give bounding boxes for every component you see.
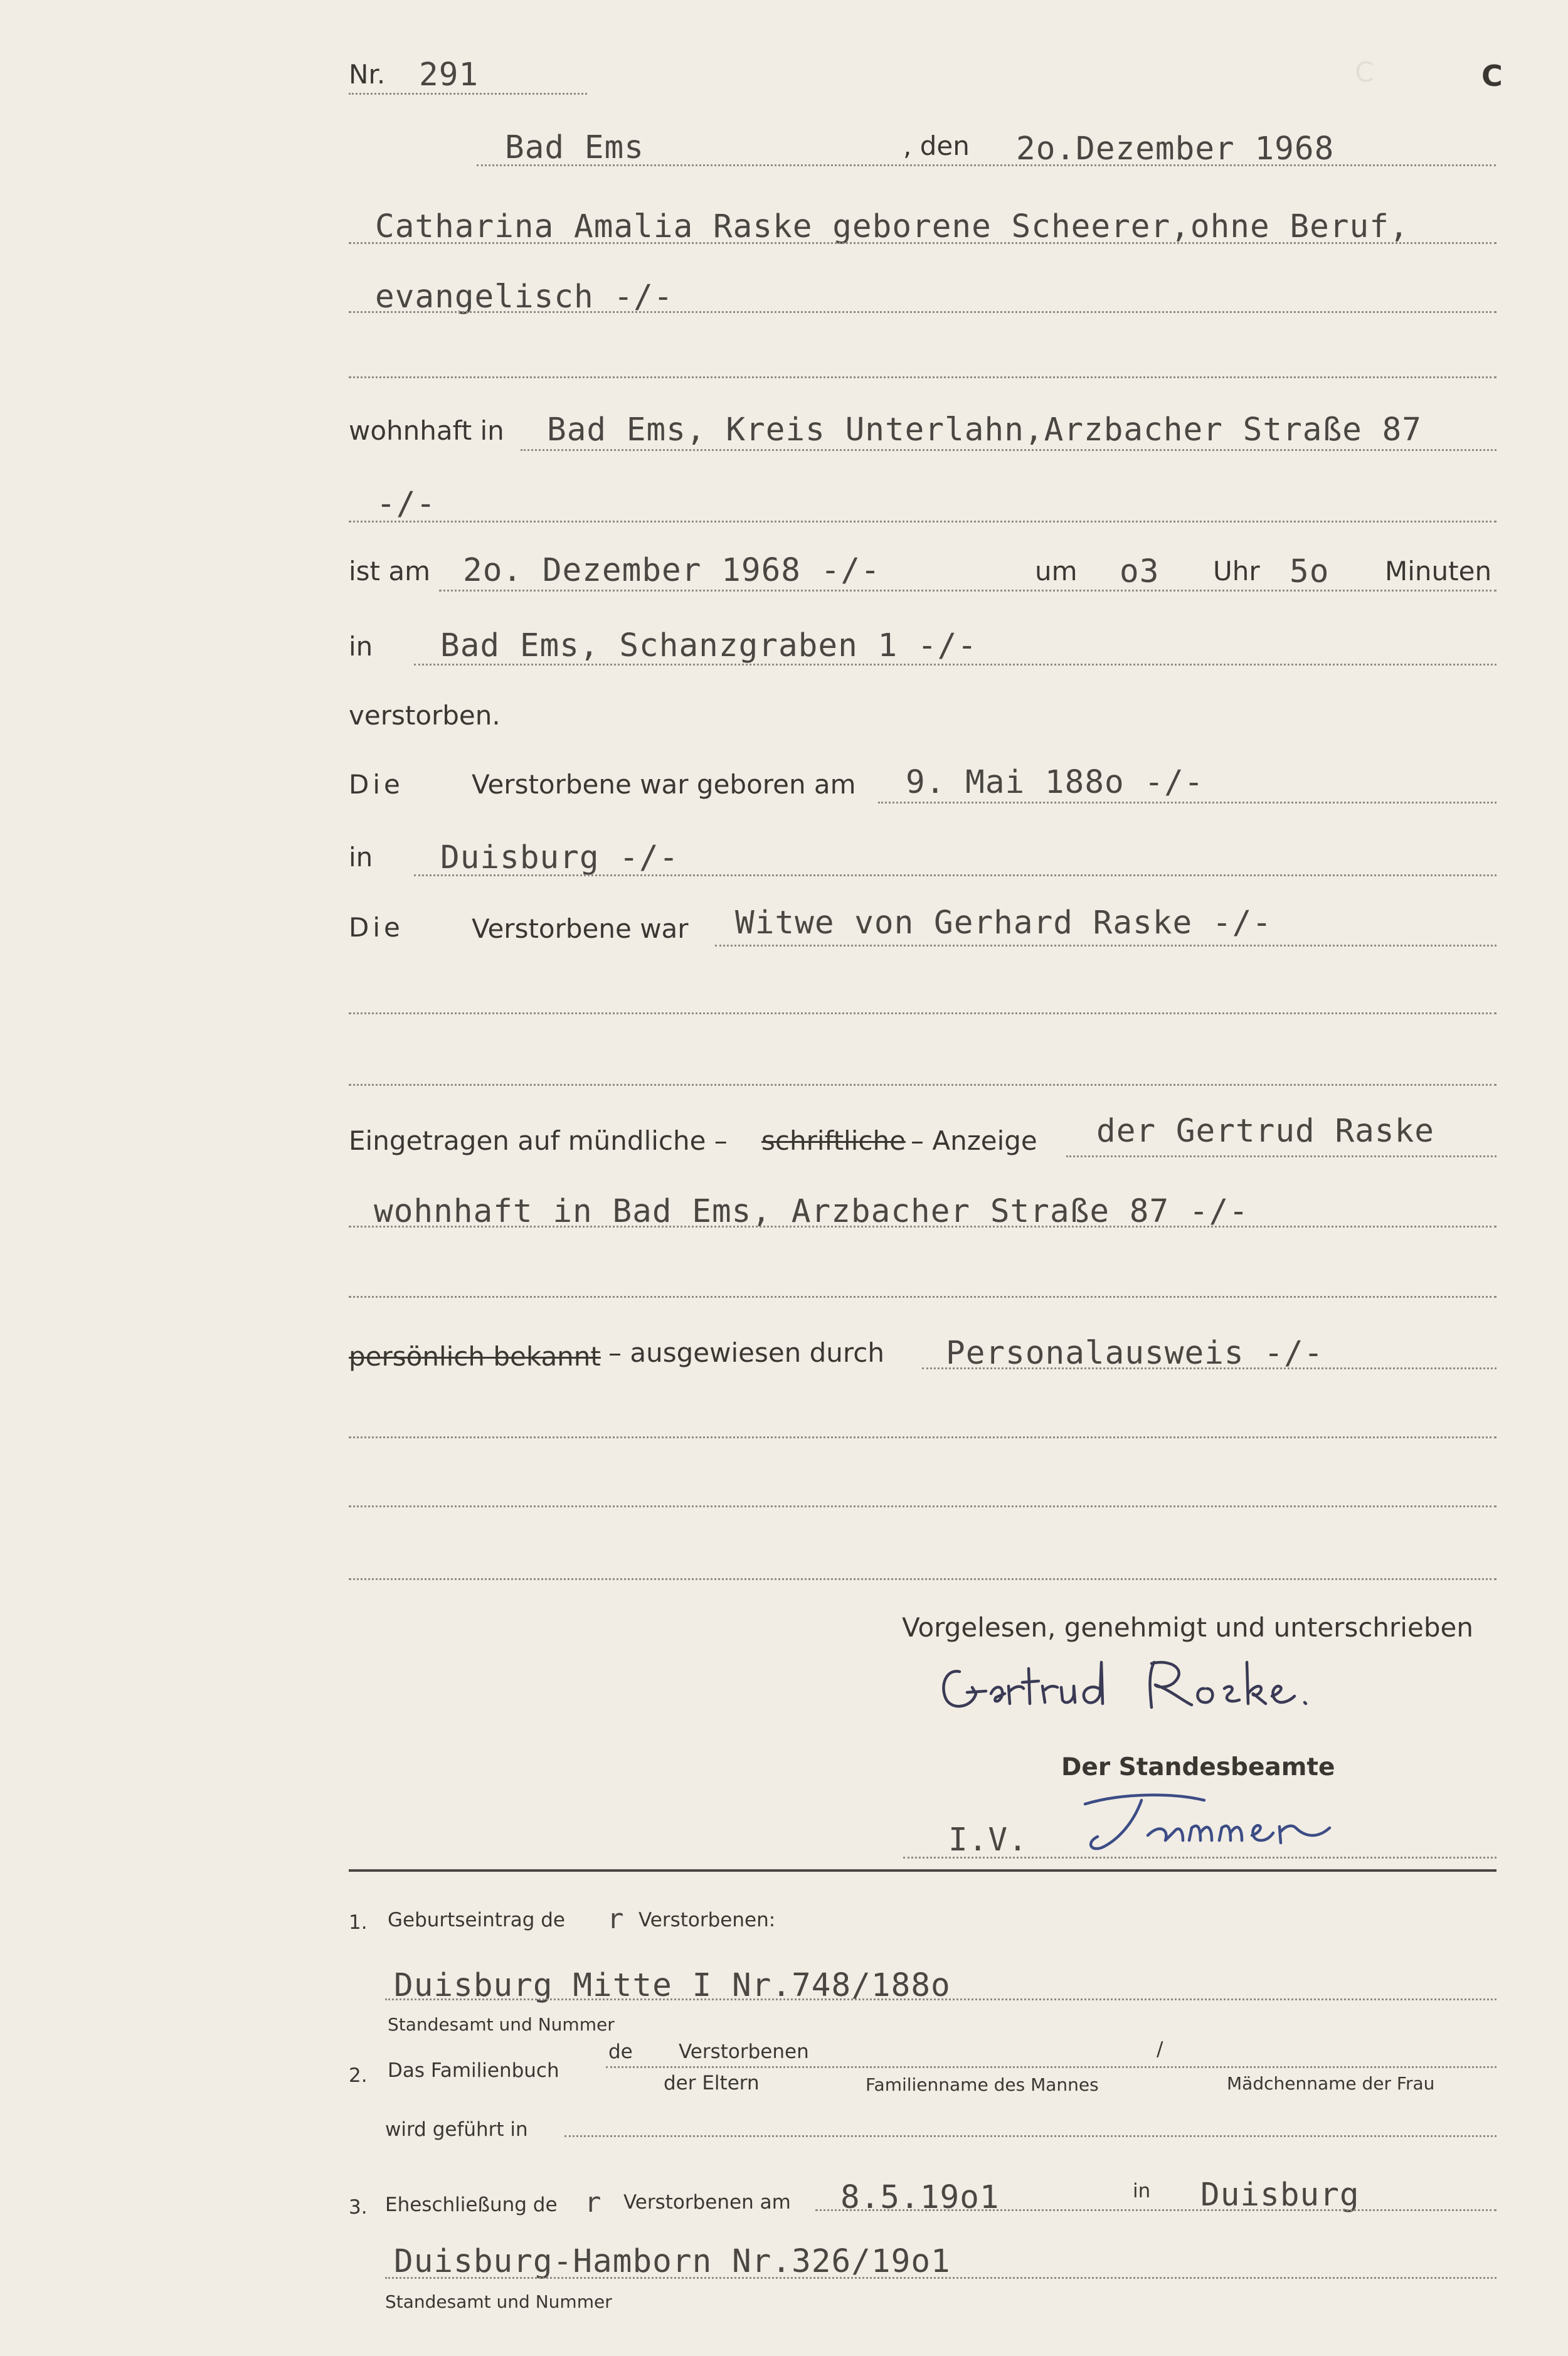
f2-mann-caption: Familienname des Mannes xyxy=(866,2074,1099,2095)
in-label-1: in xyxy=(349,631,373,662)
den-label: , den xyxy=(903,130,970,161)
death-hour: o3 xyxy=(1120,553,1160,590)
f2-family-dotted-line xyxy=(606,2066,1496,2068)
f1-label-a: Geburtseintrag de xyxy=(388,1909,565,1931)
name-dotted-line xyxy=(349,242,1496,244)
f2-de: de xyxy=(608,2040,633,2063)
nr-value: 291 xyxy=(419,56,479,93)
geboren-label: Verstorbene war geboren am xyxy=(472,769,856,800)
die-label-1: Die xyxy=(349,769,404,800)
informant-dotted-line xyxy=(1066,1155,1496,1157)
date: 2o.Dezember 1968 xyxy=(1016,130,1335,167)
nr-label: Nr. xyxy=(349,59,386,90)
eingetragen-prefix: Eingetragen auf mündliche – xyxy=(349,1125,728,1156)
blank-dotted-line-5 xyxy=(349,1436,1496,1438)
informant-address: wohnhaft in Bad Ems, Arzbacher Straße 87 -/- xyxy=(374,1193,1249,1230)
address-dotted-line-2 xyxy=(349,521,1496,523)
marital-status: Witwe von Gerhard Raske -/- xyxy=(735,905,1273,942)
blank-dotted-line-6 xyxy=(349,1505,1496,1507)
birth-date: 9. Mai 188o -/- xyxy=(906,764,1204,801)
f1-label-b: Verstorbenen: xyxy=(638,1909,776,1931)
death-minute: 5o xyxy=(1290,553,1330,590)
address-line-1: Bad Ems, Kreis Unterlahn,Arzbacher Straße 87 xyxy=(547,411,1422,448)
f3-label-a: Eheschließung de xyxy=(385,2194,558,2216)
bleed-through-shadow: C xyxy=(1355,56,1374,88)
address-dotted-line-1 xyxy=(521,449,1496,451)
birth-date-dotted-line xyxy=(878,802,1496,804)
f2-gefuehrt: wird geführt in xyxy=(385,2118,528,2141)
standesbeamte-label: Der Standesbeamte xyxy=(1061,1753,1335,1781)
f2-label: Das Familienbuch xyxy=(388,2059,559,2082)
f1-dotted-line xyxy=(385,1998,1496,2000)
birth-place: Duisburg -/- xyxy=(440,839,679,876)
um-label: um xyxy=(1035,556,1078,586)
f3-caption: Standesamt und Nummer xyxy=(385,2291,612,2312)
f2-slash: / xyxy=(1157,2038,1163,2061)
date-dotted-line xyxy=(477,164,1496,166)
iv-label: I.V. xyxy=(948,1822,1028,1859)
wohnhaft-label: wohnhaft in xyxy=(349,415,504,446)
f3-value-dotted-line xyxy=(385,2277,1496,2279)
verstorben-label: verstorben. xyxy=(349,700,501,731)
in-label-2: in xyxy=(349,842,373,873)
f2-number: 2. xyxy=(349,2064,368,2087)
death-date: 2o. Dezember 1968 -/- xyxy=(463,552,881,589)
address-line-2: -/- xyxy=(376,486,437,523)
id-document-dotted-line xyxy=(922,1367,1496,1369)
bekannt-struck: persönlich bekannt xyxy=(349,1341,601,1372)
blank-dotted-line-2 xyxy=(349,1012,1496,1014)
f3-number: 3. xyxy=(349,2196,368,2219)
f2-gefuehrt-dotted-line xyxy=(564,2135,1496,2137)
place: Bad Ems xyxy=(505,129,644,166)
religion-dotted-line xyxy=(349,311,1496,313)
minuten-label: Minuten xyxy=(1385,556,1492,586)
f3-typed-r: r xyxy=(585,2187,602,2219)
blank-dotted-line-7 xyxy=(349,1578,1496,1580)
official-signature xyxy=(1066,1786,1468,1862)
die-label-2: Die xyxy=(349,912,404,943)
eingetragen-struck: schriftliche xyxy=(761,1125,906,1156)
blank-dotted-line-1 xyxy=(349,376,1496,378)
f1-typed-r: r xyxy=(607,1903,625,1935)
f3-dotted-line xyxy=(815,2209,1496,2211)
f3-in: in xyxy=(1133,2180,1151,2202)
informant-address-dotted-line xyxy=(349,1226,1496,1228)
blank-dotted-line-3 xyxy=(349,1084,1496,1086)
deceased-religion: evangelisch -/- xyxy=(375,279,674,316)
f3-label-b: Verstorbenen am xyxy=(623,2191,791,2214)
footnote-divider xyxy=(349,1869,1496,1872)
war-label: Verstorbene war xyxy=(472,913,689,944)
informant: der Gertrud Raske xyxy=(1096,1113,1434,1150)
marital-dotted-line xyxy=(715,945,1496,947)
eingetragen-suffix: – Anzeige xyxy=(911,1125,1037,1156)
deceased-name: Catharina Amalia Raske geborene Scheerer,ohne Beruf, xyxy=(375,208,1409,245)
f3-date: 8.5.19o1 xyxy=(840,2179,1000,2216)
blank-dotted-line-4 xyxy=(349,1296,1496,1298)
informant-signature xyxy=(935,1650,1424,1725)
f3-value: Duisburg-Hamborn Nr.326/19o1 xyxy=(394,2243,951,2280)
birth-place-dotted-line xyxy=(414,874,1496,876)
nr-dotted-line xyxy=(349,93,587,95)
f2-verstorbenen: Verstorbenen xyxy=(679,2040,809,2063)
f3-place: Duisburg xyxy=(1200,2177,1360,2214)
death-place-dotted-line xyxy=(414,664,1496,666)
vorgelesen-text: Vorgelesen, genehmigt und unterschrieben xyxy=(902,1612,1473,1643)
ist-am-label: ist am xyxy=(349,556,431,586)
f2-eltern: der Eltern xyxy=(664,2072,760,2094)
f1-caption: Standesamt und Nummer xyxy=(388,2014,615,2035)
uhr-label: Uhr xyxy=(1213,556,1260,586)
f2-frau-caption: Mädchenname der Frau xyxy=(1227,2073,1435,2094)
death-place: Bad Ems, Schanzgraben 1 -/- xyxy=(440,627,978,664)
ausgewiesen-label: – ausgewiesen durch xyxy=(608,1337,884,1368)
f1-number: 1. xyxy=(349,1911,368,1934)
death-date-dotted-line xyxy=(439,590,1496,592)
id-document: Personalausweis -/- xyxy=(946,1335,1324,1372)
f1-value: Duisburg Mitte I Nr.748/188o xyxy=(394,1967,951,2004)
corner-letter: C xyxy=(1481,59,1503,93)
